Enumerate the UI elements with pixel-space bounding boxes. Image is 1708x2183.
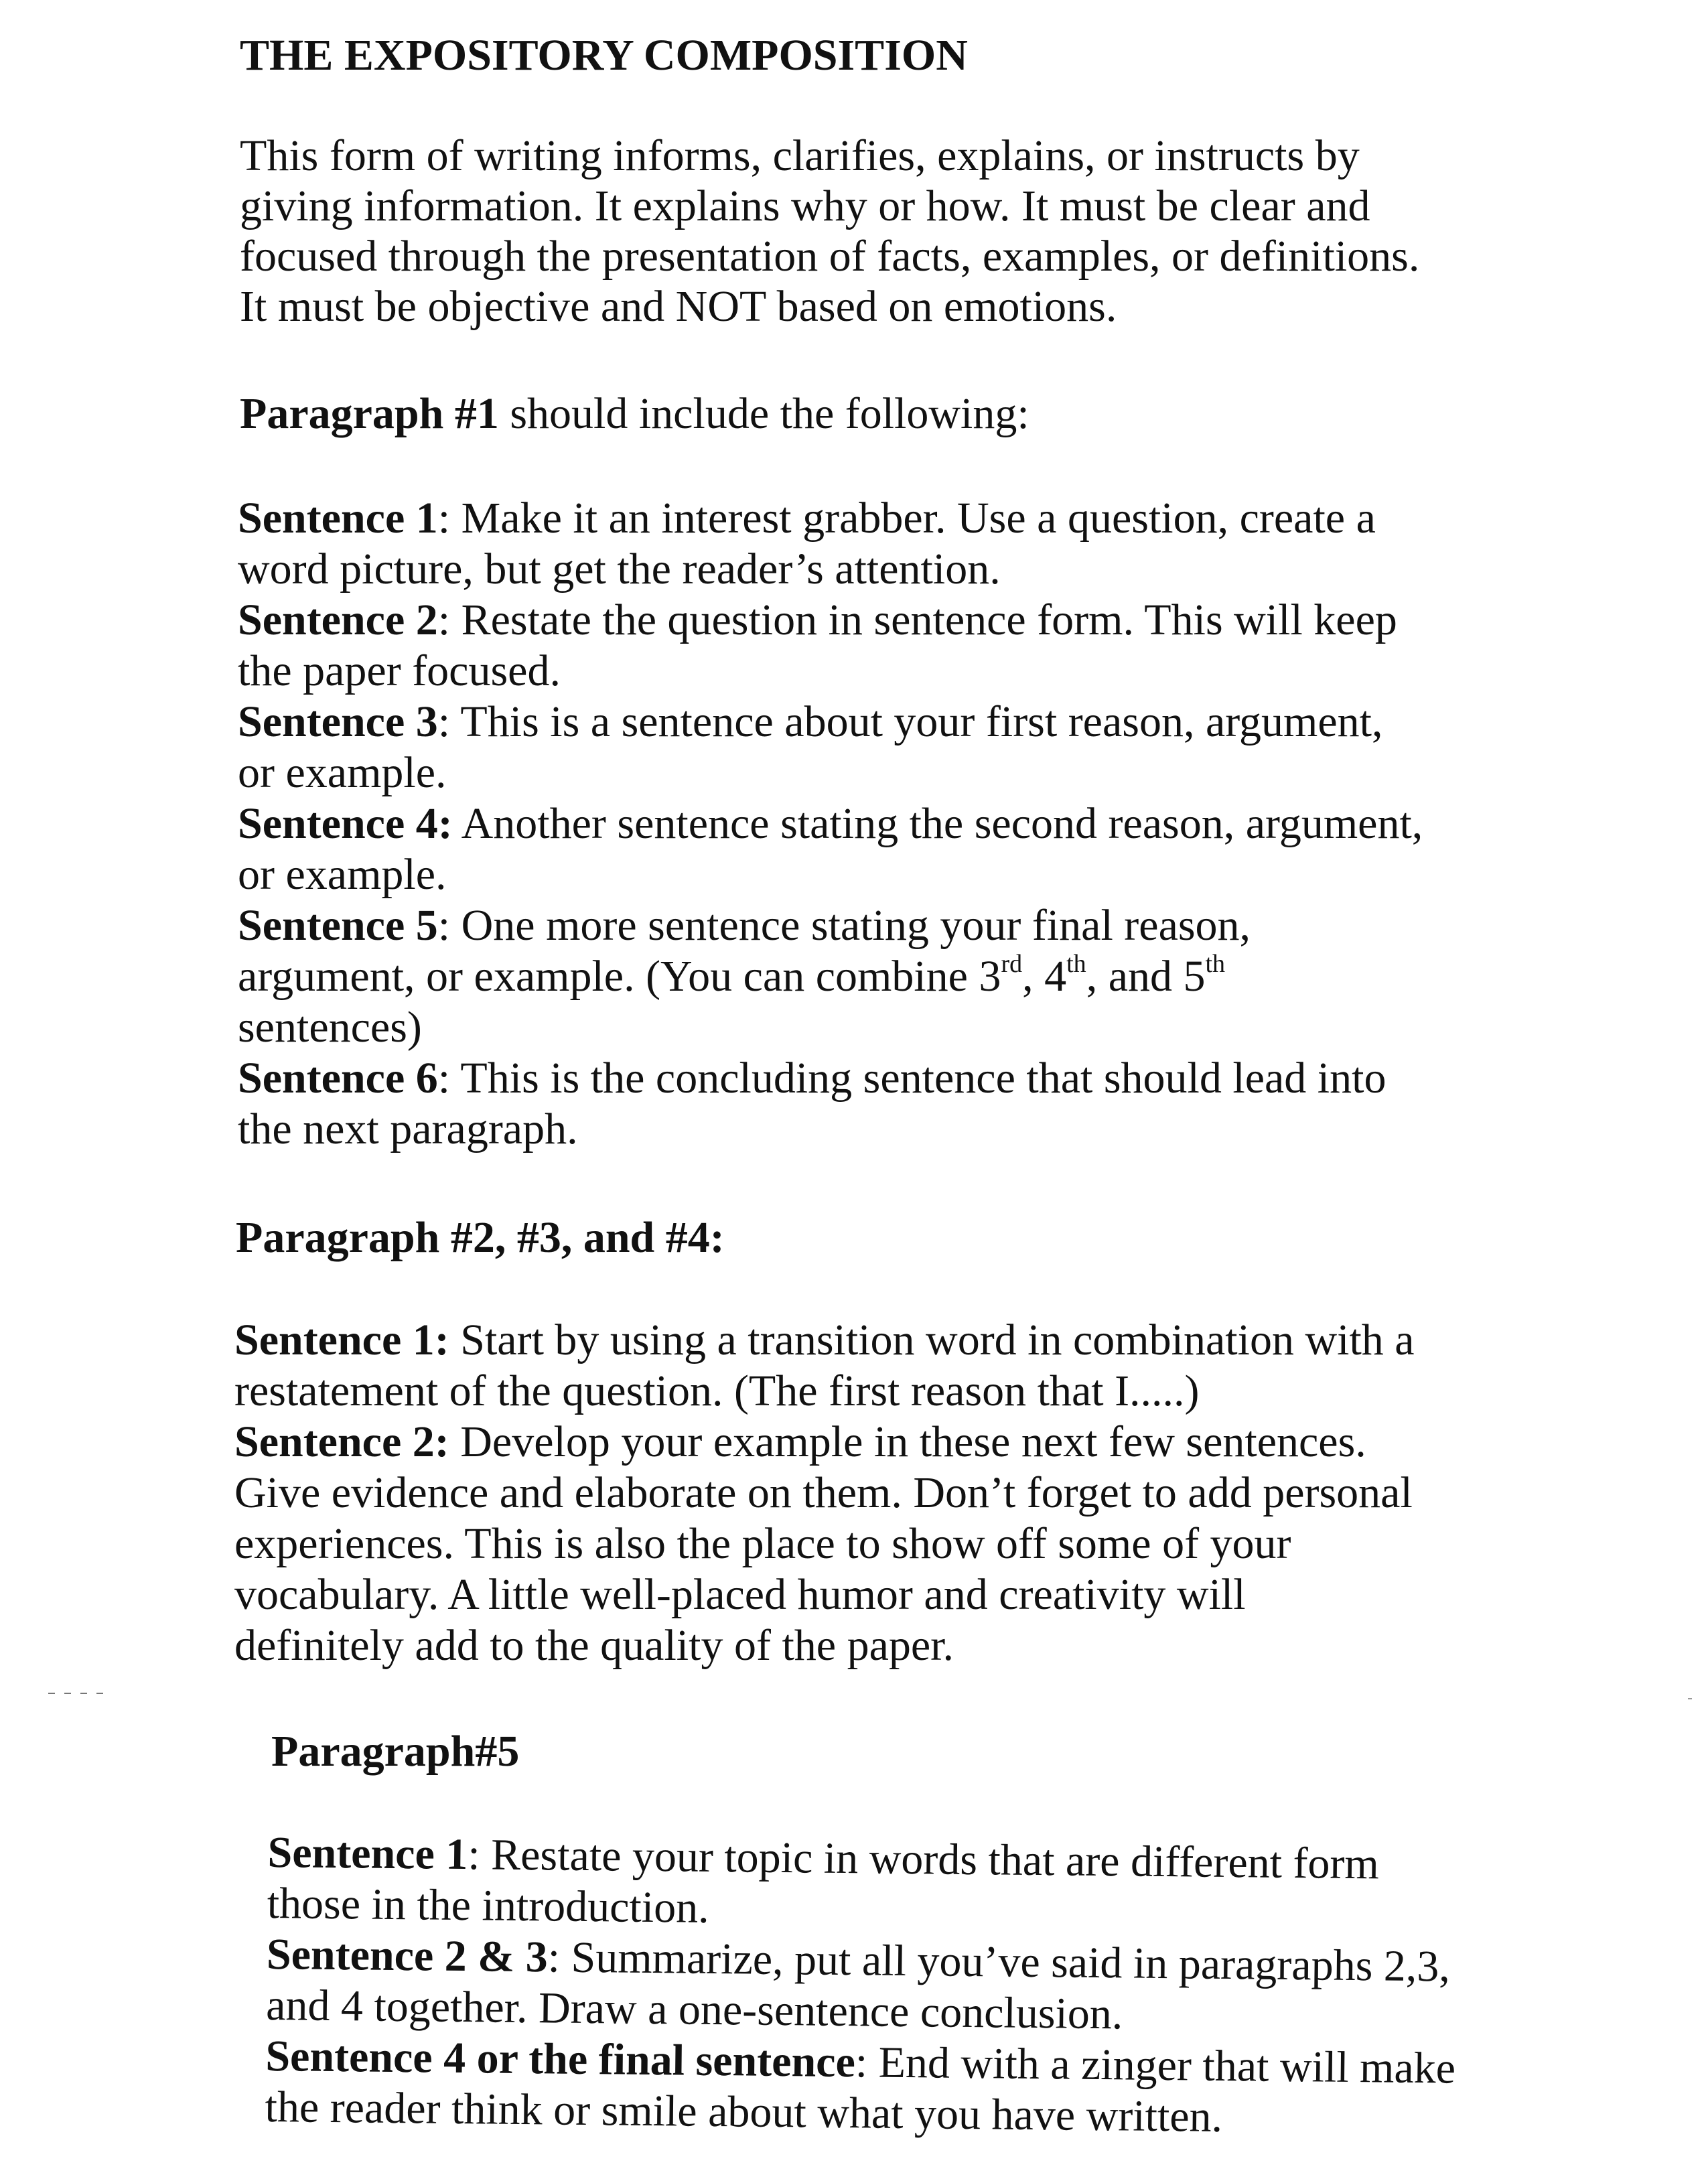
sentence-text: : This is a sentence about your first reason, argument, [437, 697, 1383, 746]
sentence-text: : End with a zinger that will make [855, 2038, 1456, 2093]
sentence-line [238, 1053, 1423, 1104]
sentence-text: argument, or example. (You can combine 3 [238, 952, 1001, 1001]
intro-paragraph [240, 131, 1512, 332]
sentence-label: Sentence 3 [238, 697, 438, 746]
scan-artifact [1688, 1698, 1692, 1699]
sentence-line: the paper focused. [238, 646, 561, 695]
sentence-label: Sentence 6 [238, 1054, 438, 1103]
heading-bold: Paragraph #2, #3, and #4: [236, 1213, 725, 1262]
sentence-line [238, 697, 1423, 748]
sentence-label: Sentence 2 & 3 [266, 1929, 549, 1982]
sentence-line [238, 900, 1423, 951]
sentence-line: or example. [238, 850, 447, 899]
sentence-label: Sentence 1 [267, 1828, 468, 1880]
sentence-line: those in the introduction. [267, 1878, 710, 1932]
sentence-line [238, 798, 1423, 849]
scan-artifact [48, 1693, 112, 1694]
sentence-line: vocabulary. A little well-placed humor and creativity will [234, 1570, 1246, 1619]
sentence-label: Sentence 1: [234, 1316, 449, 1364]
sentence-line: experiences. This is also the place to show off some of your [234, 1519, 1291, 1568]
sentence-text: : Make it an interest grabber. Use a question, create a [437, 494, 1376, 543]
sentence-label: Sentence 2: [234, 1417, 449, 1466]
heading-bold: Paragraph#5 [271, 1727, 520, 1776]
sentence-text: , and 5 [1086, 952, 1206, 1001]
sentence-label: Sentence 5 [238, 901, 438, 950]
paragraph-2-4-heading [236, 1211, 725, 1265]
sentence-text: , 4 [1022, 952, 1067, 1001]
paragraph-5-sentences [265, 1827, 1457, 2145]
sentence-line: and 4 together. Draw a one-sentence conclusion. [265, 1980, 1123, 2039]
sentence-text: : Restate your topic in words that are different form [467, 1830, 1380, 1889]
sentence-line: sentences) [238, 1003, 422, 1052]
sentence-label: Sentence 1 [238, 494, 438, 543]
sentence-label: Sentence 4 or the final sentence [265, 2031, 856, 2087]
sentence-line [238, 951, 1423, 1002]
sentence-text: Develop your example in these next few sentences. [449, 1417, 1366, 1466]
document-title: THE EXPOSITORY COMPOSITION [240, 31, 968, 80]
sentence-line: or example. [238, 748, 447, 797]
sentence-line: the next paragraph. [238, 1105, 578, 1153]
intro-line: focused through the presentation of facts, examples, or definitions. [240, 232, 1420, 281]
sentence-label: Sentence 2 [238, 595, 438, 644]
ordinal-suffix: th [1066, 950, 1086, 978]
sentence-text: : Restate the question in sentence form. This will keep [437, 595, 1397, 644]
sentence-line: the reader think or smile about what you have written. [265, 2082, 1223, 2141]
paragraph-1-sentences [238, 493, 1423, 1155]
paragraph-2-4-sentences [234, 1315, 1415, 1671]
ordinal-suffix: th [1205, 950, 1226, 978]
sentence-line: definitely add to the quality of the paper. [234, 1621, 954, 1670]
heading-rest: should include the following: [498, 389, 1029, 438]
ordinal-suffix: rd [1001, 950, 1023, 978]
intro-line: It must be objective and NOT based on emotions. [240, 282, 1117, 331]
intro-line: This form of writing informs, clarifies, explains, or instructs by [240, 131, 1360, 180]
sentence-line [234, 1315, 1415, 1366]
sentence-text: : Summarize, put all you’ve said in paragraphs 2,3, [547, 1932, 1451, 1991]
sentence-line [238, 493, 1423, 544]
paragraph-1-heading [240, 387, 1029, 441]
heading-bold: Paragraph #1 [240, 389, 499, 438]
sentence-line [238, 595, 1423, 646]
sentence-line: Give evidence and elaborate on them. Don’t forget to add personal [234, 1468, 1413, 1517]
sentence-text: Start by using a transition word in combination with a [449, 1316, 1415, 1364]
sentence-text: : This is the concluding sentence that should lead into [437, 1054, 1386, 1103]
sentence-label: Sentence 4: [238, 799, 453, 848]
sentence-line [234, 1417, 1415, 1468]
sentence-text: Another sentence stating the second reason, argument, [452, 799, 1423, 848]
sentence-line: restatement of the question. (The first reason that I.....) [234, 1366, 1200, 1415]
sentence-text: : One more sentence stating your final reason, [437, 901, 1251, 950]
sentence-line: word picture, but get the reader’s attention. [238, 545, 1001, 593]
paragraph-5-heading [271, 1725, 519, 1778]
intro-line: giving information. It explains why or how. It must be clear and [240, 182, 1370, 230]
